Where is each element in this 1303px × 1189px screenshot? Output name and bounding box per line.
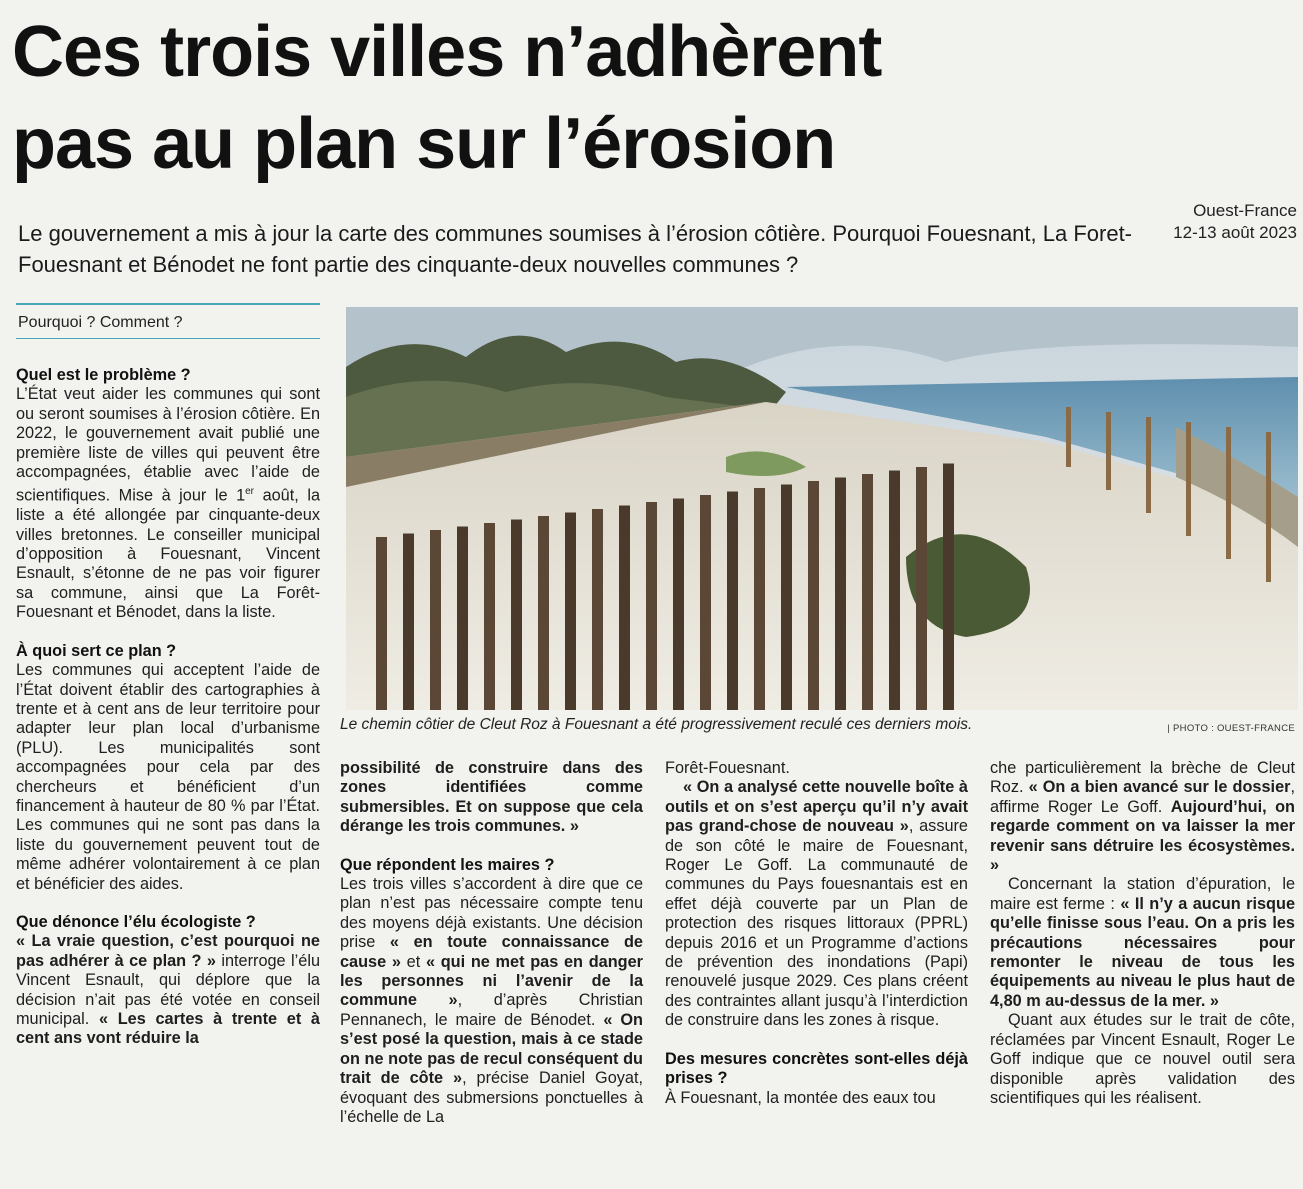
article-paragraph: Quant aux études sur le trait de côte, réclamées par Vincent Esnault, Roger Le Goff indique que ce nouvel outil sera disponible après validation des scientifiques qui les réalisent. [990, 1011, 1295, 1107]
fence-post [862, 474, 873, 710]
quote-bold: « On s’est posé la question, mais à ce stade on ne note pas de recul conséquent du trait de côte » [340, 1010, 643, 1088]
fence-post [484, 523, 495, 710]
paragraph-text: Concernant la station d’épuration, le maire est ferme : [990, 875, 1295, 913]
article-paragraph [16, 385, 320, 622]
quote-bold: « Les cartes à trente et à cent ans vont réduire la [16, 1010, 320, 1048]
paragraph-text: À Fouesnant, la montée des eaux tou [665, 1088, 936, 1107]
fence-post [403, 534, 414, 711]
fence-post [754, 488, 765, 710]
paragraph-text: Forêt-Fouesnant. [665, 759, 790, 777]
quote-bold: « Il n’y a aucun risque qu’elle finisse sous l’eau. On a pris les précautions nécessaires pour remonter le niveau de tous les équipements au niveau le plus haut de 4,80 m au-dessus de la mer. » [990, 894, 1295, 1010]
fence-post [376, 537, 387, 710]
question-heading: Que dénonce l’élu écologiste ? [16, 912, 256, 931]
article-paragraph [990, 759, 1295, 875]
rubric-top-rule [16, 303, 320, 305]
fence-post [1266, 432, 1271, 582]
fence-post [1226, 427, 1231, 559]
article-column-3 [665, 759, 968, 1108]
article-paragraph [990, 875, 1295, 1011]
fence-post [808, 481, 819, 710]
fence-post [1186, 422, 1191, 536]
headline-line-1: Ces trois villes n’adhèrent [12, 12, 882, 92]
article-paragraph [665, 1089, 968, 1108]
fence-post [565, 513, 576, 711]
paragraph-text: interroge l’élu Vincent Esnault, qui déplore que la décision n’ait pas été votée en conseil municipal. [16, 951, 320, 1029]
lede: Le gouvernement a mis à jour la carte des communes soumises à l’érosion côtière. Pourquoi Fouesnant, La Foret-Fouesnant et Bénodet ne font partie des cinquante-deux nouvelles communes ? [18, 221, 1133, 277]
fence-post [835, 478, 846, 711]
beach-fence-illustration [346, 307, 1298, 710]
beach-photo [346, 307, 1298, 710]
fence-post [889, 471, 900, 711]
quote-bold: possibilité de construire dans des zones identifiées comme submersibles. Et on suppose que cela dérange les trois communes. » [340, 759, 643, 836]
article-paragraph [665, 778, 968, 1030]
fence-post [943, 464, 954, 711]
article-column-2 [340, 759, 643, 1127]
quote-bold: « La vraie question, c’est pourquoi ne pas adhérer à ce plan ? » [16, 932, 320, 970]
fence-post [619, 506, 630, 711]
fence-post [1106, 412, 1111, 490]
question-heading: À quoi sert ce plan ? [16, 641, 177, 660]
photo-credit: | PHOTO : OUEST-FRANCE [1167, 723, 1295, 734]
quote-bold: Aujourd’hui, on regarde comment on va laisser la mer revenir sans détruire les écosystèmes. » [990, 797, 1295, 875]
paragraph-text: che particulièrement la brèche de Cleut Roz. [990, 759, 1295, 797]
article-column-4 [990, 759, 1295, 1108]
rubric-bottom-rule [16, 338, 320, 339]
article-column-1 [16, 366, 320, 1049]
question-heading: Des mesures concrètes sont-elles déjà prises ? [665, 1049, 968, 1088]
article-paragraph [665, 759, 968, 778]
fence-post [538, 516, 549, 710]
paragraph-text: , précise Daniel Goyat, évoquant des submersions ponctuelles à l’échelle de La [340, 1069, 643, 1126]
fence-post [457, 527, 468, 711]
superscript: er [245, 486, 255, 498]
article-paragraph: Les communes qui acceptent l’aide de l’État doivent établir des cartographies à trente et à cent ans de leur territoire pour adapter leur plan local d’urbanisme (PLU). Les municipalités sont accompagnées pour cela par des chercheurs et bénéficient d’un financement à hauteur de 80 % par l’État. Les communes qui ne sont pas dans la liste du gouvernement peuvent tout de même adhérer volontairement à ce plan et bénéficier des aides. [16, 661, 320, 893]
fence-post [727, 492, 738, 711]
fence-post [781, 485, 792, 711]
photo-caption: Le chemin côtier de Cleut Roz à Fouesnant a été progressivement reculé ces derniers mois. [340, 716, 973, 733]
quote-bold: « On a bien avancé sur le dossier [1028, 778, 1291, 797]
quote-bold: « On a analysé cette nouvelle boîte à outils et on s’est aperçu qu’il n’y avait pas grand-chose de nouveau » [665, 778, 968, 836]
paragraph-text: et [400, 952, 426, 971]
fence-post [511, 520, 522, 711]
question-heading: Que répondent les maires ? [340, 855, 555, 874]
article-paragraph [340, 759, 643, 837]
article-paragraph [16, 932, 320, 1048]
publication-date: 12-13 août 2023 [1173, 223, 1297, 242]
fence-post [592, 509, 603, 710]
headline [12, 6, 1012, 190]
fence-post [430, 530, 441, 710]
quote-bold: « en toute connaissance de cause » [340, 933, 643, 971]
article-paragraph [340, 875, 643, 1127]
fence-post [1066, 407, 1071, 467]
question-heading: Quel est le problème ? [16, 366, 191, 384]
fence-post [673, 499, 684, 711]
headline-line-2: pas au plan sur l’érosion [12, 104, 836, 184]
fence-post [700, 495, 711, 710]
paragraph-text: Les trois villes s’accordent à dire que ce plan n’est pas nécessaire compte tenu des moyens déjà existants. Une décision prise [340, 875, 643, 952]
publication-name: Ouest-France [1193, 201, 1297, 220]
fence-post [646, 502, 657, 710]
paragraph-text: août, la liste a été allongée par cinquante-deux villes bretonnes. Le conseiller municipal d’opposition à Fouesnant, Vincent Esnault, s’étonne de ne pas voir figurer sa commune, ainsi que La Forêt-Fouesnant et Bénodet, dans la liste. [16, 486, 320, 622]
quote-bold: « qui ne met pas en danger les personnes ni l’avenir de la commune » [340, 952, 643, 1010]
source-block [1173, 200, 1297, 244]
paragraph-text: L’État veut aider les communes qui sont ou seront soumises à l’érosion côtière. En 2022, le gouvernement avait publié une première liste de villes qui peuvent être accompagnées, établie avec l’aide de scientifiques. Mise à jour le 1 [16, 385, 320, 505]
fence-post [1146, 417, 1151, 513]
rubric-label: Pourquoi ? Comment ? [18, 314, 183, 331]
paragraph-text: , assure de son côté le maire de Fouesnant, Roger Le Goff. La communauté de communes du Pays fouesnantais est en effet déjà couverte par un Plan de protection des risques littoraux (PPRL) depuis 2016 et un Programme d’actions de prévention des inondations (Papi) renouvelé jusque 2029. Ces plans créent des contraintes allant jusqu’à l’interdiction de construire dans les zones à risque. [665, 817, 968, 1030]
paragraph-text: , d’après Christian Pennanech, le maire de Bénodet. [340, 991, 643, 1029]
fence-post [916, 467, 927, 710]
paragraph-text: , affirme Roger Le Goff. [990, 778, 1295, 816]
